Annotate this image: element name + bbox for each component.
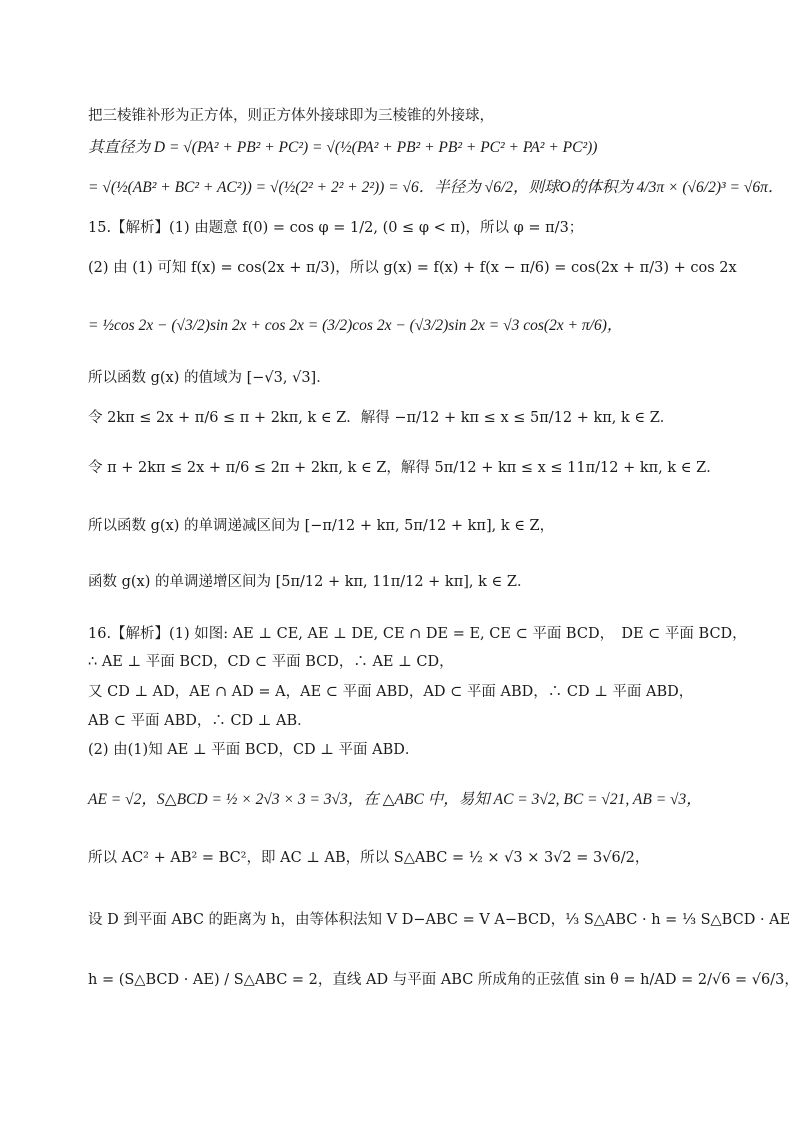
text-line-2: 其直径为 D = √(PA² + PB² + PC²) = √(½(PA² + PB² + PB² + PC² + PA² + PC²)) (88, 139, 598, 156)
text-line-14: 又 CD ⊥ AD，AE ∩ AD = A，AE ⊂ 平面 ABD，AD ⊂ 平面 ABD，∴ CD ⊥ 平面 ABD， (88, 684, 694, 700)
text-line-19: 设 D 到平面 ABC 的距离为 h，由等体积法知 V D−ABC = V A−BCD，⅓ S△ABC · h = ⅓ S△BCD · AE (88, 912, 791, 928)
text-line-9: 令 π + 2kπ ≤ 2x + π/6 ≤ 2π + 2kπ, k ∈ Z，解得 5π/12 + kπ ≤ x ≤ 11π/12 + kπ, k ∈ Z． (88, 460, 721, 476)
text-line-1: 把三棱锥补形为正方体，则正方体外接球即为三棱锥的外接球， (88, 108, 494, 124)
text-line-17: AE = √2，S△BCD = ½ × 2√3 × 3 = 3√3，在 △ABC 中，易知 AC = 3√2, BC = √21, AB = √3， (88, 791, 702, 808)
text-line-7: 所以函数 g(x) 的值域为 [−√3, √3]． (88, 370, 331, 386)
text-line-15: AB ⊂ 平面 ABD，∴ CD ⊥ AB． (88, 713, 312, 729)
text-line-3: = √(½(AB² + BC² + AC²)) = √(½(2² + 2² + 2²)) = √6．半径为 √6/2，则球O的体积为 4/3π × (√6/2)³ = √6π． (88, 179, 784, 196)
text-line-20: h = (S△BCD · AE) / S△ABC = 2，直线 AD 与平面 ABC 所成角的正弦值 sin θ = h/AD = 2/√6 = √6/3， (88, 972, 799, 988)
text-line-18: 所以 AC² + AB² = BC²，即 AC ⊥ AB，所以 S△ABC = ½ × √3 × 3√2 = 3√6/2， (88, 850, 650, 866)
text-line-8: 令 2kπ ≤ 2x + π/6 ≤ π + 2kπ, k ∈ Z．解得 −π/12 + kπ ≤ x ≤ 5π/12 + kπ, k ∈ Z． (88, 410, 675, 426)
text-line-13: ∴ AE ⊥ 平面 BCD，CD ⊂ 平面 BCD，∴ AE ⊥ CD， (88, 654, 454, 670)
text-line-11: 函数 g(x) 的单调递增区间为 [5π/12 + kπ, 11π/12 + kπ], k ∈ Z． (88, 574, 532, 590)
text-line-10: 所以函数 g(x) 的单调递减区间为 [−π/12 + kπ, 5π/12 + kπ], k ∈ Z， (88, 518, 555, 534)
text-line-5: (2) 由 (1) 可知 f(x) = cos(2x + π/3)，所以 g(x) = f(x) + f(x − π/6) = cos(2x + π/3) + cos 2x (88, 260, 737, 276)
text-line-6: = ½cos 2x − (√3/2)sin 2x + cos 2x = (3/2)cos 2x − (√3/2)sin 2x = √3 cos(2x + π/6)， (88, 317, 623, 334)
text-line-16: (2) 由(1)知 AE ⊥ 平面 BCD，CD ⊥ 平面 ABD． (88, 742, 420, 758)
text-line-12: 16.【解析】(1) 如图: AE ⊥ CE, AE ⊥ DE, CE ∩ DE = E, CE ⊂ 平面 BCD， DE ⊂ 平面 BCD， (88, 626, 747, 642)
text-line-4: 15.【解析】(1) 由题意 f(0) = cos φ = 1/2, (0 ≤ φ < π)，所以 φ = π/3； (88, 220, 584, 236)
